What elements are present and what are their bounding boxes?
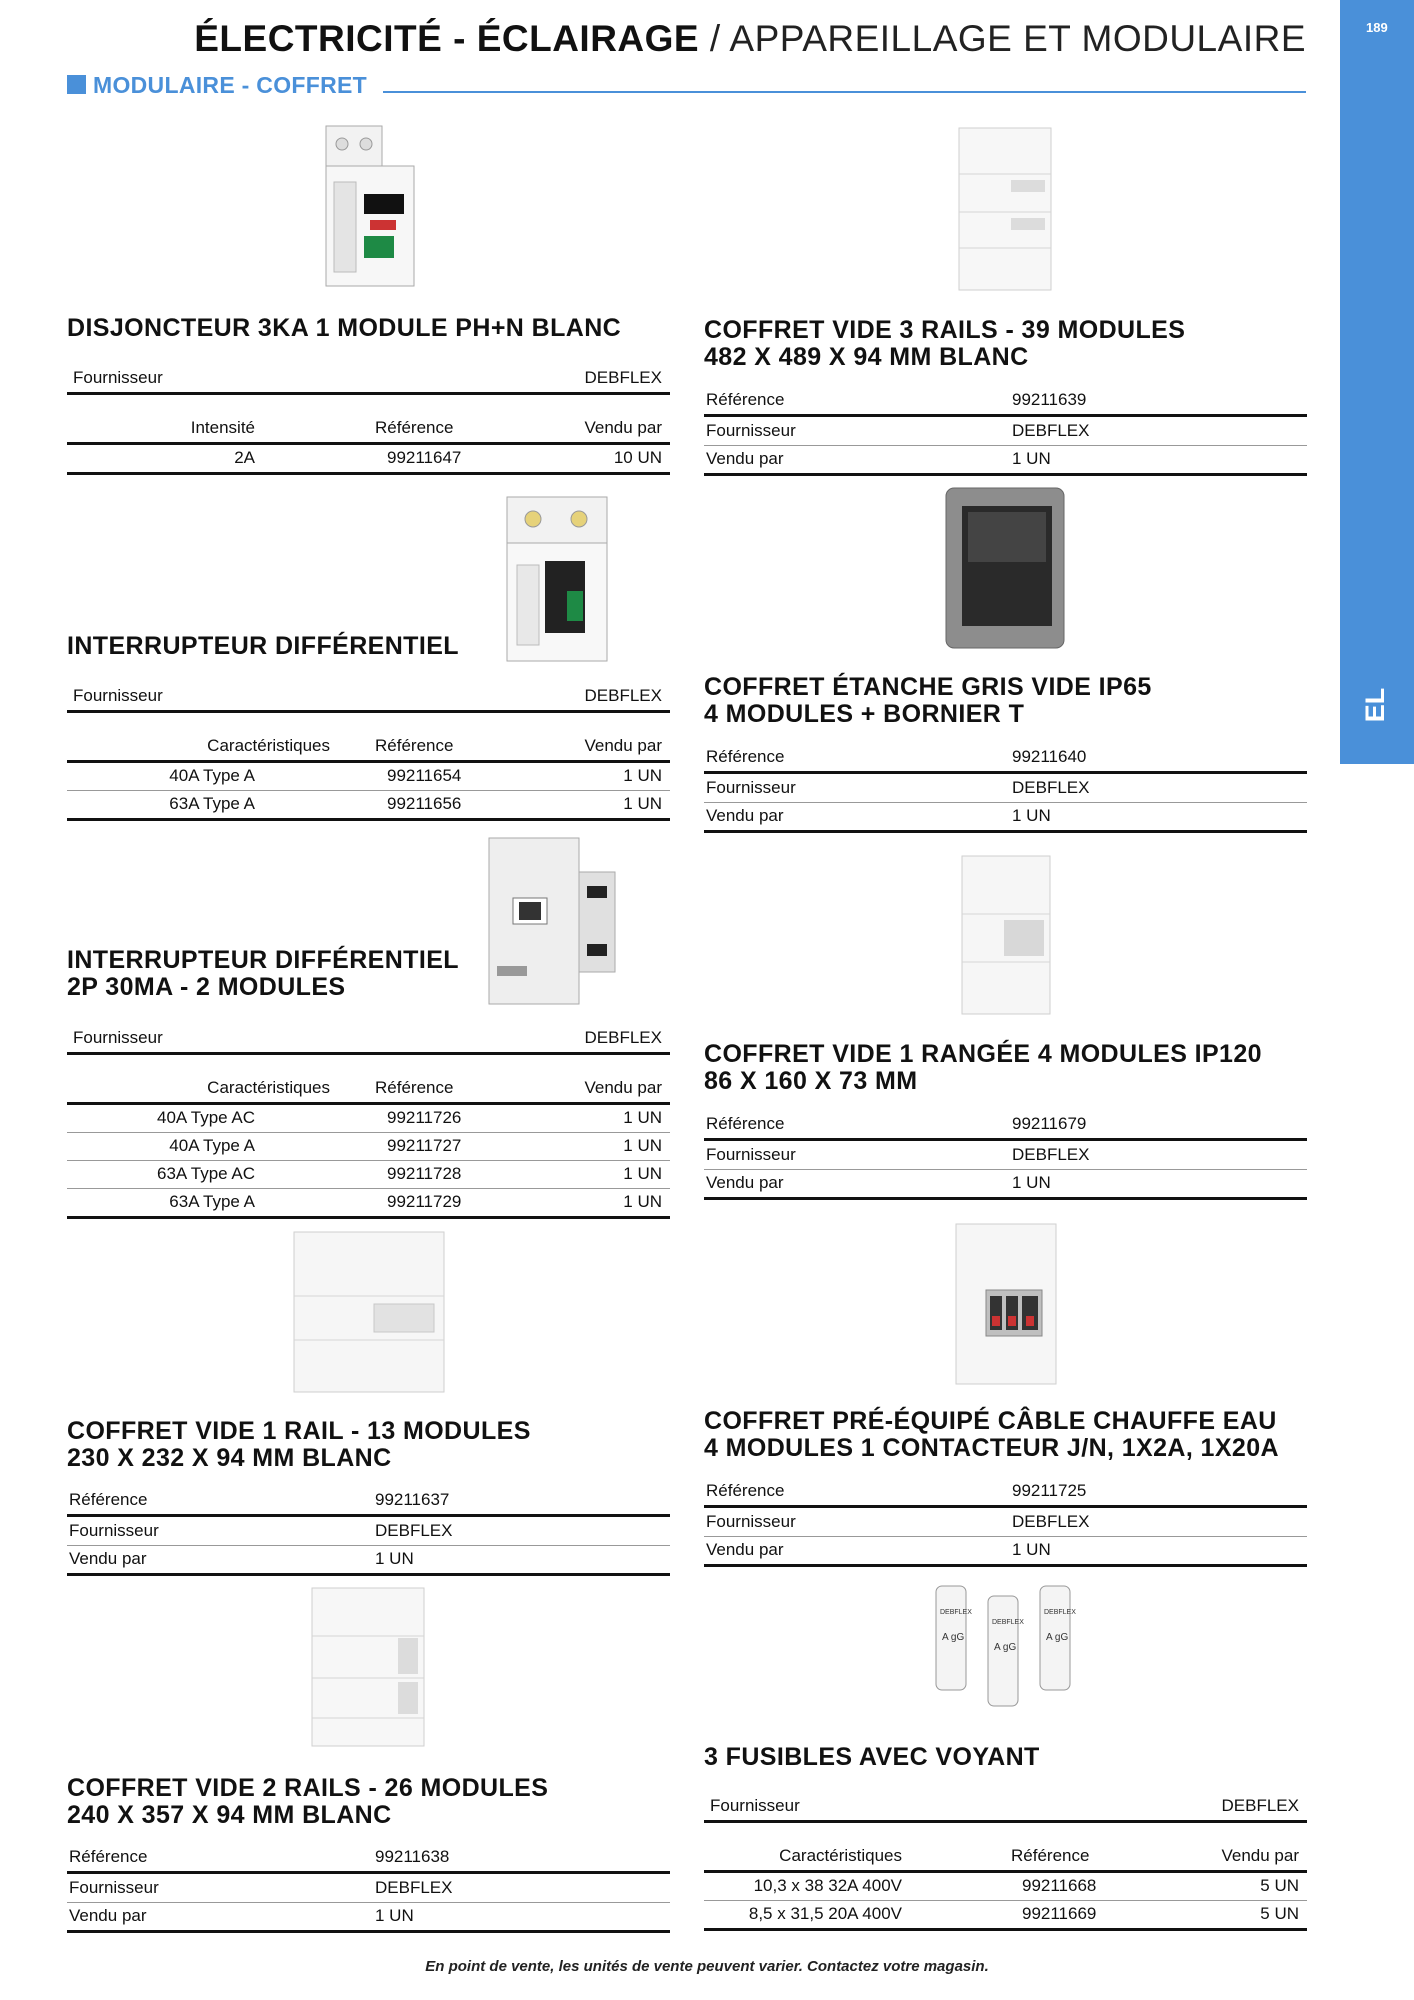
fuse-mark-text: A gG (994, 1642, 1017, 1653)
table-cell: 8,5 x 31,5 20A 400V (748, 1904, 902, 1923)
product-title-line: COFFRET VIDE 1 RANGÉE 4 MODULES IP120 (704, 1040, 1262, 1068)
product-title: DISJONCTEUR 3KA 1 MODULE PH+N BLANC (67, 314, 622, 342)
reference-row (704, 743, 1307, 774)
supplier-label: Fournisseur (69, 1878, 159, 1897)
column-header: Caractéristiques (207, 736, 330, 755)
fuse-brand-text: DEBFLEX (940, 1609, 972, 1616)
table-cell: 10 UN (613, 448, 662, 467)
product-title-line: COFFRET VIDE 1 RAIL - 13 MODULES (67, 1417, 531, 1445)
reference-label: Référence (69, 1847, 148, 1866)
supplier-value: DEBFLEX (584, 368, 662, 387)
supplier-row (67, 682, 670, 713)
fuse-mark-text: A gG (942, 1632, 965, 1643)
column-header: Vendu par (1221, 1846, 1299, 1865)
product-title-line: COFFRET VIDE 2 RAILS - 26 MODULES (67, 1774, 549, 1802)
product-table (67, 1074, 670, 1220)
supplier-label: Fournisseur (706, 1512, 796, 1531)
column-header: Vendu par (584, 1078, 662, 1097)
category-code: EL (1360, 687, 1390, 723)
product-table (704, 1842, 1307, 1932)
supplier-row (704, 1792, 1307, 1823)
supplier-label: Fournisseur (73, 1028, 163, 1047)
table-cell: 40A Type A (169, 1136, 255, 1155)
reference-label: Référence (706, 747, 785, 766)
column-header: Référence (1011, 1846, 1090, 1865)
supplier-value: DEBFLEX (584, 686, 662, 705)
supplier-row (67, 1874, 670, 1903)
sold-by-label: Vendu par (706, 1540, 784, 1559)
sold-by-value: 1 UN (375, 1549, 414, 1568)
reference-value: 99211637 (375, 1490, 450, 1509)
sold-by-row (67, 1902, 670, 1933)
sold-by-label: Vendu par (706, 1173, 784, 1192)
supplier-label: Fournisseur (73, 368, 163, 387)
section-divider (383, 91, 1306, 93)
sold-by-label: Vendu par (69, 1906, 147, 1925)
table-row (67, 790, 670, 821)
table-cell: 99211726 (387, 1108, 462, 1127)
product-title (704, 1041, 1262, 1095)
supplier-label: Fournisseur (710, 1796, 800, 1815)
reference-value: 99211638 (375, 1847, 450, 1866)
reference-label: Référence (706, 1114, 785, 1133)
sold-by-label: Vendu par (69, 1549, 147, 1568)
column-header: Référence (375, 418, 454, 437)
product-title (704, 317, 1185, 371)
product-title (67, 947, 459, 1001)
reference-value: 99211679 (1012, 1114, 1087, 1133)
table-cell: 40A Type AC (157, 1108, 255, 1127)
disjoncteur-icon (320, 124, 420, 292)
table-row (67, 444, 670, 475)
table-cell: 99211668 (1022, 1876, 1097, 1895)
reference-value: 99211639 (1012, 390, 1087, 409)
coffret-2-rails-icon (308, 1586, 428, 1750)
product-title: INTERRUPTEUR DIFFÉRENTIEL (67, 632, 459, 660)
table-row (704, 1872, 1307, 1901)
sold-by-label: Vendu par (706, 806, 784, 825)
table-cell: 1 UN (623, 766, 662, 785)
column-header: Caractéristiques (207, 1078, 330, 1097)
supplier-value: DEBFLEX (375, 1878, 453, 1897)
product-title-line: 230 X 232 X 94 MM BLANC (67, 1444, 392, 1472)
fuse-brand-text: DEBFLEX (1044, 1609, 1076, 1616)
product-title-line: COFFRET PRÉ-ÉQUIPÉ CÂBLE CHAUFFE EAU (704, 1407, 1277, 1435)
table-cell: 5 UN (1260, 1904, 1299, 1923)
table-cell: 99211729 (387, 1192, 462, 1211)
supplier-label: Fournisseur (706, 778, 796, 797)
sold-by-row (704, 445, 1307, 476)
column-header: Vendu par (584, 418, 662, 437)
coffret-pre-equipe-icon (952, 1222, 1060, 1388)
table-cell: 99211654 (387, 766, 462, 785)
sold-by-label: Vendu par (706, 449, 784, 468)
product-title-line: COFFRET ÉTANCHE GRIS VIDE IP65 (704, 673, 1152, 701)
table-row (704, 1900, 1307, 1931)
product-title (67, 1775, 548, 1829)
supplier-row (704, 417, 1307, 446)
section-title: MODULAIRE - COFFRET (93, 72, 368, 98)
supplier-value: DEBFLEX (1012, 778, 1090, 797)
product-table (67, 414, 670, 476)
supplier-value: DEBFLEX (375, 1521, 453, 1540)
coffret-1-rail-icon (290, 1228, 448, 1396)
sold-by-value: 1 UN (1012, 1540, 1051, 1559)
table-row (67, 762, 670, 791)
table-cell: 99211656 (387, 794, 462, 813)
sold-by-value: 1 UN (375, 1906, 414, 1925)
product-table (67, 732, 670, 822)
product-title-line: COFFRET VIDE 3 RAILS - 39 MODULES (704, 316, 1186, 344)
page-title (194, 18, 1306, 60)
product-title: 3 FUSIBLES AVEC VOYANT (704, 1743, 1040, 1771)
sold-by-value: 1 UN (1012, 449, 1051, 468)
reference-value: 99211640 (1012, 747, 1087, 766)
coffret-3-rails-icon (955, 126, 1055, 294)
page-number: 189 (1366, 20, 1388, 35)
reference-value: 99211725 (1012, 1481, 1087, 1500)
table-cell: 1 UN (623, 1192, 662, 1211)
product-title-line: 4 MODULES + BORNIER T (704, 700, 1025, 728)
reference-row (704, 386, 1307, 417)
table-cell: 40A Type A (169, 766, 255, 785)
section-square-icon (67, 75, 86, 94)
interrupteur-2p-icon (483, 836, 633, 1008)
sold-by-row (704, 1536, 1307, 1567)
coffret-etanche-icon (940, 484, 1070, 652)
sold-by-value: 1 UN (1012, 1173, 1051, 1192)
reference-row (704, 1110, 1307, 1141)
supplier-row (704, 1141, 1307, 1170)
column-header: Intensité (190, 418, 255, 437)
sold-by-row (67, 1545, 670, 1576)
product-title-line: 482 X 489 X 94 MM BLANC (704, 343, 1029, 371)
coffret-1-rangee-icon (958, 854, 1054, 1018)
table-cell: 1 UN (623, 1136, 662, 1155)
supplier-row (704, 1508, 1307, 1537)
sold-by-row (704, 1169, 1307, 1200)
column-header: Vendu par (584, 736, 662, 755)
column-header: Référence (375, 1078, 454, 1097)
supplier-label: Fournisseur (73, 686, 163, 705)
category-tab[interactable] (1340, 0, 1414, 764)
column-header: Caractéristiques (779, 1846, 902, 1865)
table-cell: 63A Type A (169, 1192, 255, 1211)
reference-label: Référence (69, 1490, 148, 1509)
supplier-value: DEBFLEX (1221, 1796, 1299, 1815)
table-header-row (704, 1842, 1307, 1873)
product-title-line: 86 X 160 X 73 MM (704, 1067, 918, 1095)
sold-by-row (704, 802, 1307, 833)
reference-row (67, 1486, 670, 1517)
product-title (704, 1408, 1279, 1462)
product-title (704, 674, 1152, 728)
table-cell: 2A (234, 448, 255, 467)
table-cell: 1 UN (623, 1108, 662, 1127)
table-cell: 99211669 (1022, 1904, 1097, 1923)
supplier-value: DEBFLEX (1012, 421, 1090, 440)
column-header: Référence (375, 736, 454, 755)
table-header-row (67, 1074, 670, 1105)
table-row (67, 1132, 670, 1161)
table-row (67, 1104, 670, 1133)
product-title-line: 4 MODULES 1 CONTACTEUR J/N, 1X2A, 1X20A (704, 1434, 1279, 1462)
page-subtitle: APPAREILLAGE ET MODULAIRE (729, 18, 1306, 59)
table-row (67, 1160, 670, 1189)
supplier-row (67, 1024, 670, 1055)
page-title-separator: / (709, 18, 721, 59)
product-title-line: 2P 30MA - 2 MODULES (67, 973, 346, 1001)
table-cell: 99211727 (387, 1136, 462, 1155)
supplier-row (67, 1517, 670, 1546)
fuse-brand-text: DEBFLEX (992, 1619, 1024, 1626)
page-title-main: ÉLECTRICITÉ - ÉCLAIRAGE (194, 18, 700, 59)
product-title-line: INTERRUPTEUR DIFFÉRENTIEL (67, 946, 459, 974)
supplier-value: DEBFLEX (584, 1028, 662, 1047)
table-cell: 63A Type AC (157, 1164, 255, 1183)
fuse-mark-text: A gG (1046, 1632, 1069, 1643)
supplier-row (704, 774, 1307, 803)
table-cell: 1 UN (623, 794, 662, 813)
interrupteur-differentiel-icon (505, 495, 615, 665)
product-title (67, 1418, 531, 1472)
table-cell: 1 UN (623, 1164, 662, 1183)
table-header-row (67, 732, 670, 763)
table-cell: 5 UN (1260, 1876, 1299, 1895)
supplier-label: Fournisseur (69, 1521, 159, 1540)
table-row (67, 1188, 670, 1219)
supplier-row (67, 364, 670, 395)
table-header-row (67, 414, 670, 445)
supplier-value: DEBFLEX (1012, 1145, 1090, 1164)
supplier-value: DEBFLEX (1012, 1512, 1090, 1531)
supplier-label: Fournisseur (706, 1145, 796, 1164)
footer-note: En point de vente, les unités de vente peuvent varier. Contactez votre magasin. (425, 1958, 989, 1975)
reference-label: Référence (706, 1481, 785, 1500)
reference-row (704, 1477, 1307, 1508)
product-title-line: 240 X 357 X 94 MM BLANC (67, 1801, 392, 1829)
table-cell: 99211647 (387, 448, 462, 467)
section-header (67, 72, 1306, 98)
supplier-label: Fournisseur (706, 421, 796, 440)
table-cell: 10,3 x 38 32A 400V (753, 1876, 902, 1895)
table-cell: 63A Type A (169, 794, 255, 813)
reference-row (67, 1843, 670, 1874)
table-cell: 99211728 (387, 1164, 462, 1183)
sold-by-value: 1 UN (1012, 806, 1051, 825)
reference-label: Référence (706, 390, 785, 409)
fusibles-icon (932, 1582, 1080, 1710)
